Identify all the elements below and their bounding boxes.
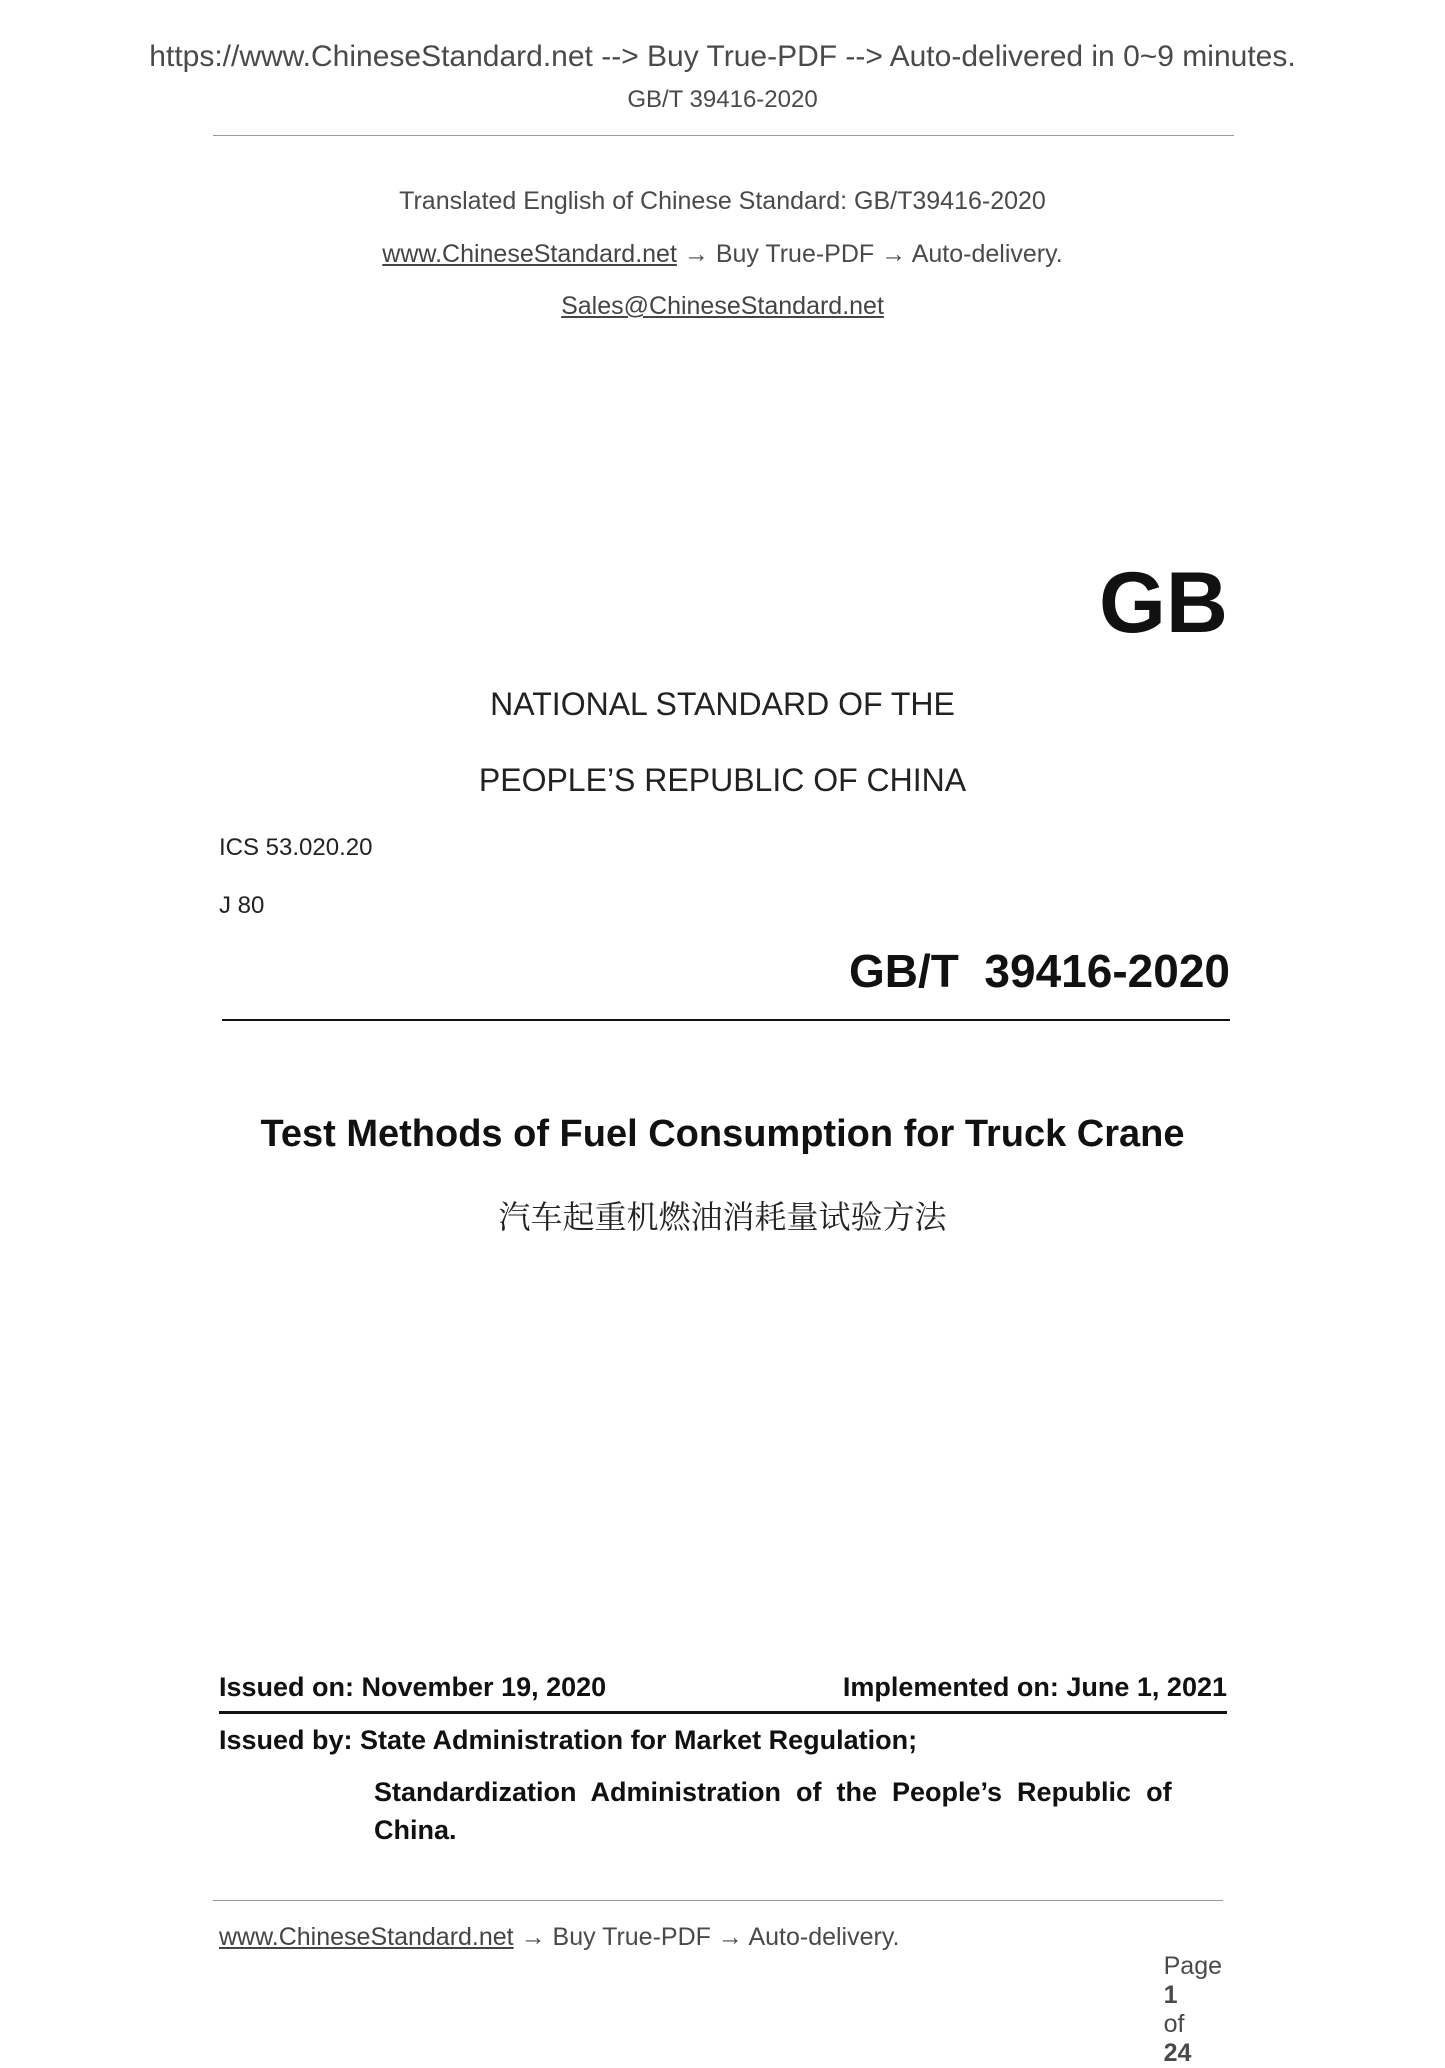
implemented-on: Implemented on: June 1, 2021 (842, 1672, 1227, 1702)
page-indicator (1150, 1923, 1222, 2068)
issued-by-second-line1: Standardization Administration of the People’s Republic of (374, 1777, 1172, 1807)
ics-code: ICS 53.020.20 (219, 834, 373, 861)
ccs-code: J 80 (219, 892, 265, 919)
issued-by-second-line2: China. (374, 1815, 457, 1845)
page-label: Page (1163, 1952, 1222, 1980)
page-number: 1 (1163, 1981, 1178, 2009)
email-row (0, 292, 1445, 321)
footer-buy-text: Buy True-PDF (552, 1923, 711, 1951)
footer-links (219, 1923, 899, 1952)
site-link[interactable]: www.ChineseStandard.net (382, 240, 677, 268)
title-chinese: 汽车起重机燃油消耗量试验方法 (498, 1199, 947, 1235)
page-total: 24 (1163, 2039, 1192, 2067)
issue-divider (219, 1711, 1227, 1714)
standard-number: GB/T 39416-2020 (848, 945, 1230, 997)
header-top-line: https://www.ChineseStandard.net --> Buy True-PDF --> Auto-delivered in 0~9 minutes. (149, 40, 1296, 73)
translation-links (0, 240, 1445, 269)
footer-auto-text: Auto-delivery. (748, 1923, 900, 1951)
auto-text: Auto-delivery. (911, 240, 1063, 268)
arrow-icon: → (717, 1923, 743, 1951)
header-standard-code: GB/T 39416-2020 (627, 86, 818, 113)
arrow-icon: → (520, 1923, 546, 1951)
buy-text: Buy True-PDF (715, 240, 875, 268)
issued-on: Issued on: November 19, 2020 (219, 1672, 607, 1702)
title-english: Test Methods of Fuel Consumption for Truck Crane (260, 1113, 1185, 1155)
translation-line: Translated English of Chinese Standard: GB/T39416-2020 (399, 187, 1046, 215)
national-standard-line1: NATIONAL STANDARD OF THE (490, 686, 955, 722)
header-divider (213, 135, 1234, 136)
issued-by: Issued by: State Administration for Market Regulation; (219, 1725, 918, 1755)
email-link[interactable]: Sales@ChineseStandard.net (561, 292, 884, 320)
standard-number-divider (222, 1019, 1230, 1021)
of-label: of (1163, 2010, 1185, 2038)
gb-logo: GB (1099, 555, 1228, 651)
footer-site-link[interactable]: www.ChineseStandard.net (219, 1923, 514, 1951)
footer-divider (213, 1900, 1223, 1901)
national-standard-line2: PEOPLE’S REPUBLIC OF CHINA (478, 762, 967, 798)
arrow-icon: → (683, 240, 709, 268)
arrow-icon: → (881, 240, 907, 268)
